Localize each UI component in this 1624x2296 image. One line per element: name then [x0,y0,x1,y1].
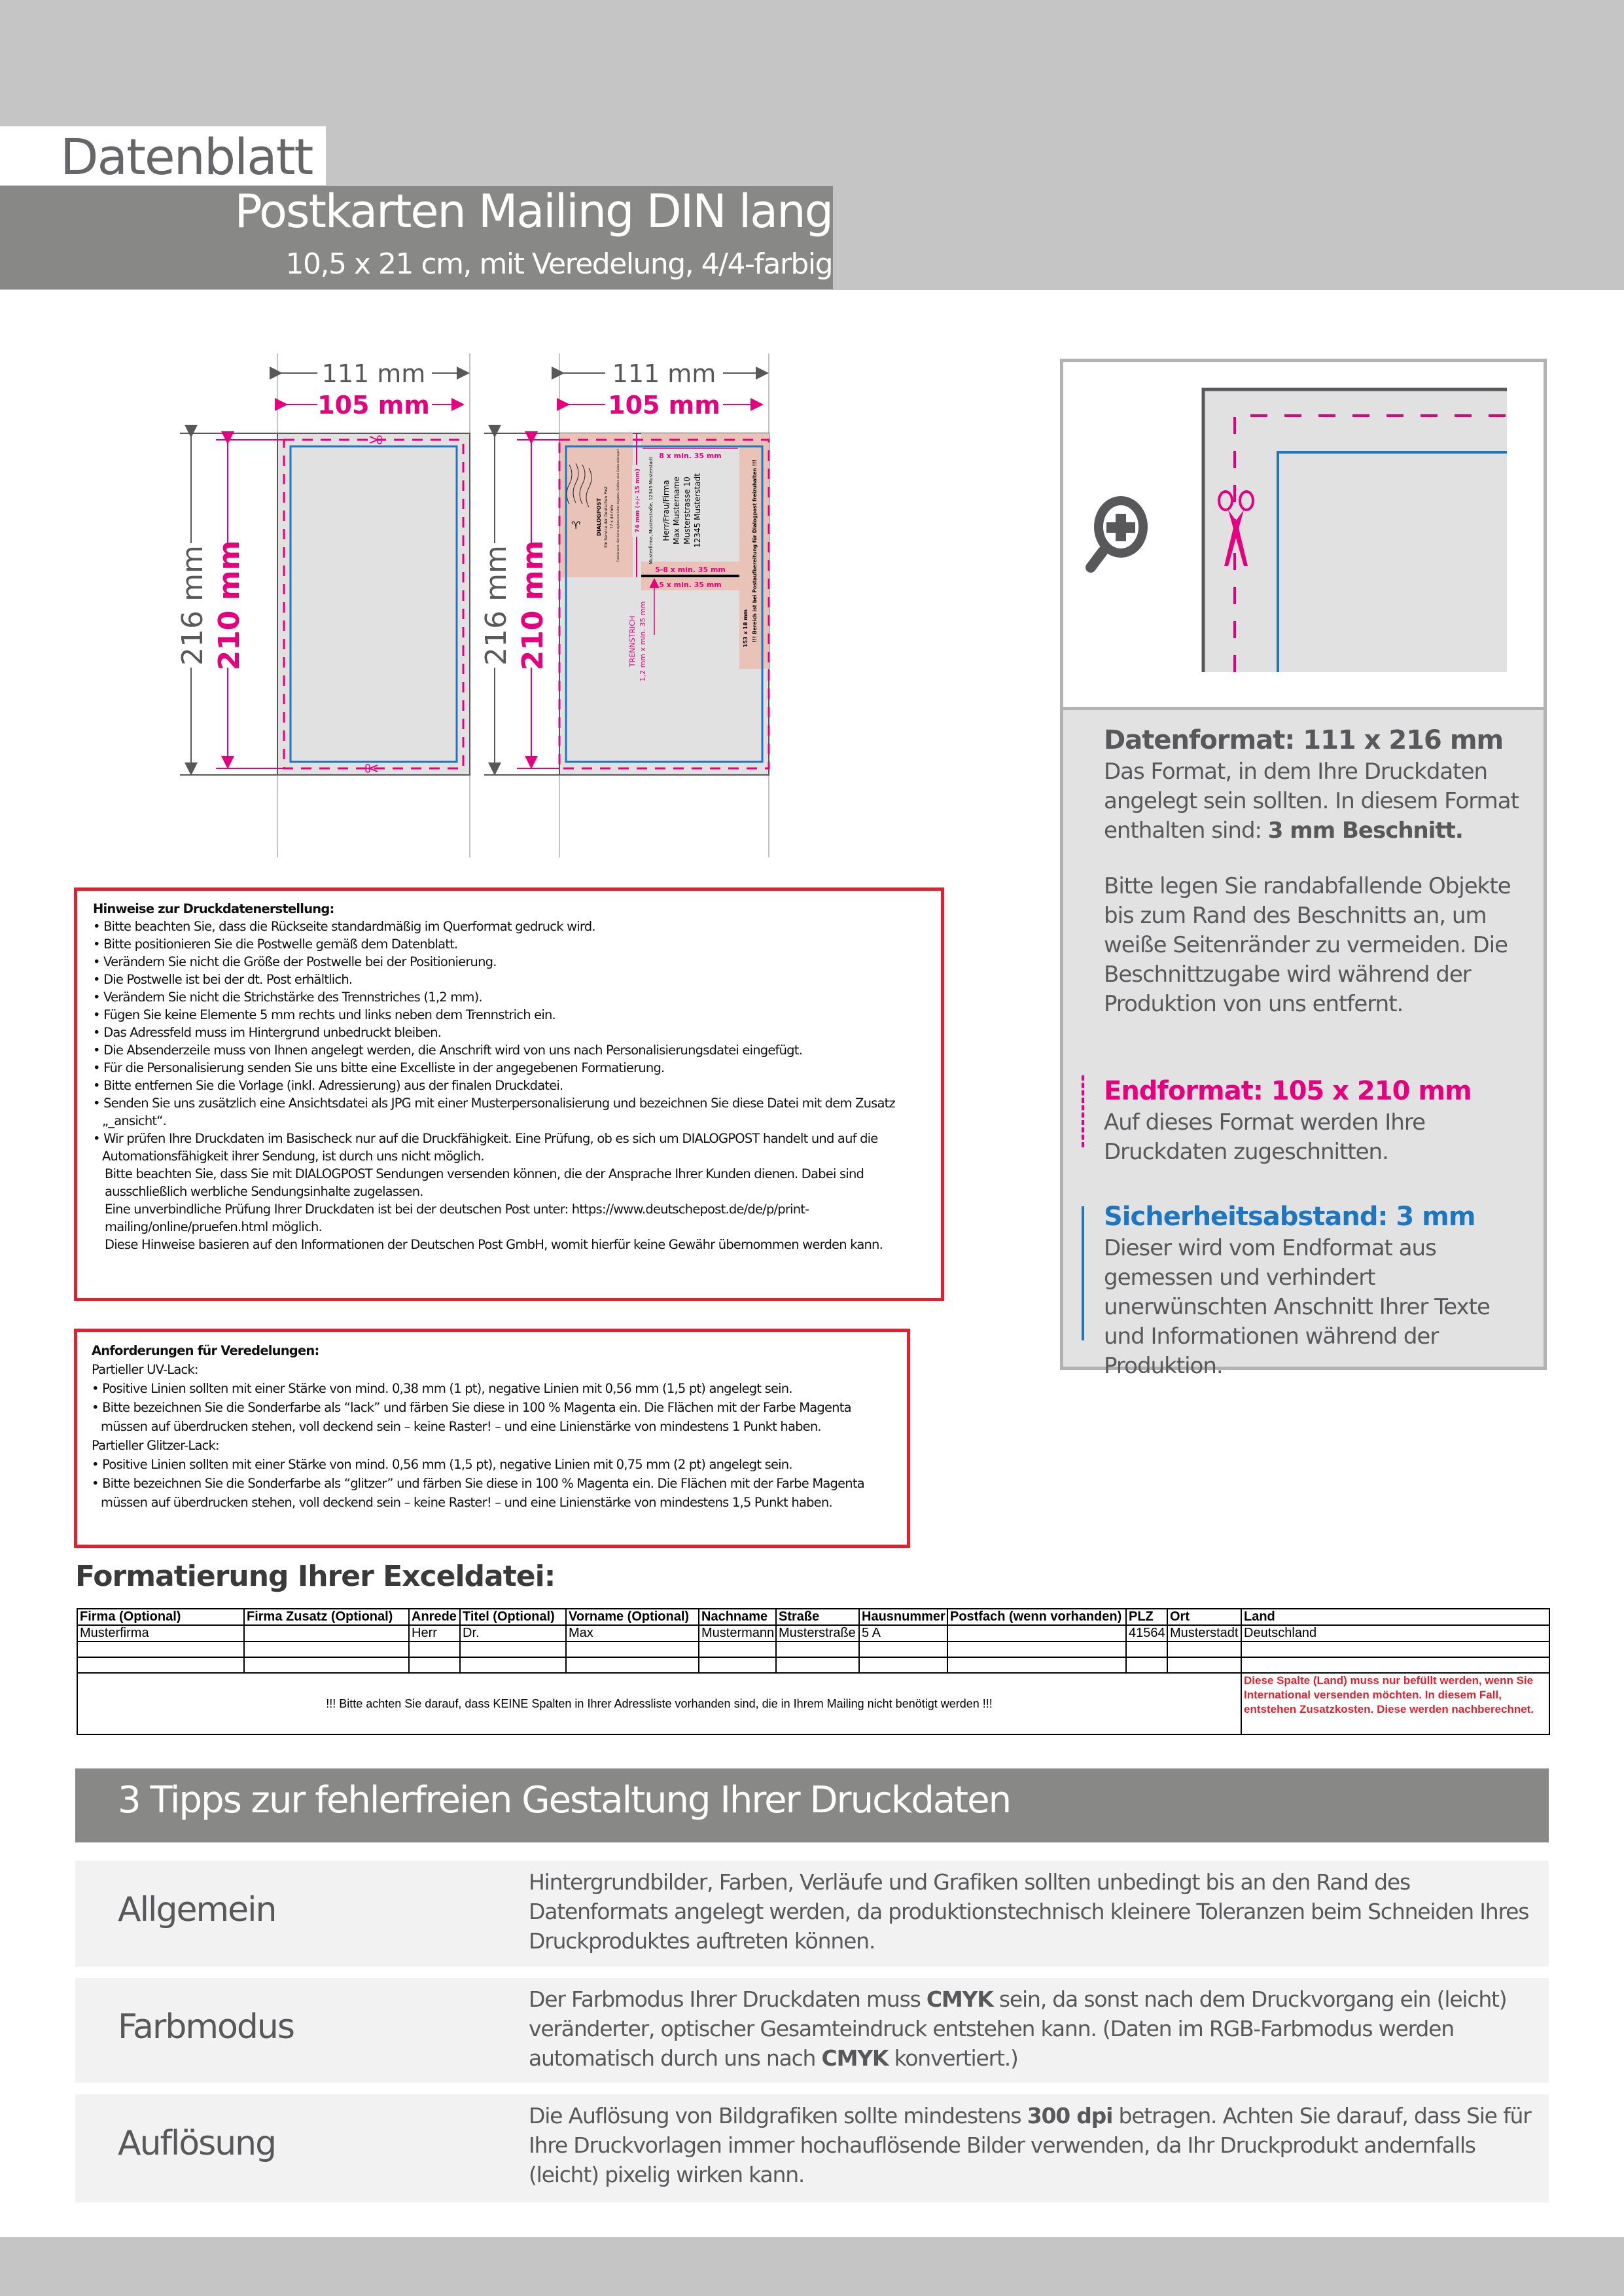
column-header: Vorname (Optional) [566,1609,699,1625]
tip-text-bold: CMYK [926,1986,993,2012]
address-line: Musterstrasse 10 [682,476,692,545]
tip-text-part: sein, da sonst nach dem Druckvorgang ein (leicht) veränderter, optischer Gesamteindruck entstehen kann. (Daten im RGB-Farbmodus werden automatisch durch uns nach [529,1986,1507,2071]
zoom-in-icon [1091,501,1143,567]
column-header: Ort [1167,1609,1241,1625]
tip-label: Auflösung [118,2124,276,2163]
sender-line: Musterfirma, Musterstraße, 12345 Musterstadt [648,457,654,564]
table-cell [947,1625,1126,1641]
tips-title: 3 Tipps zur fehlerfreien Gestaltung Ihrer Druckdaten [118,1779,1011,1821]
finishing-box [74,1329,910,1548]
hint-item: • Bitte beachten Sie, dass die Rückseite standardmäßig im Querformat gedruck wird. [93,919,595,934]
height-inner-label-back: 210 mm [516,540,550,671]
hint-item: • Die Postwelle ist bei der dt. Post erhältlich. [93,972,353,987]
hint-extra: Bitte beachten Sie, dass Sie mit DIALOGPOST Sendungen versenden können, die der Ansprache Ihrer Kunden dienen. Dabei sind ausschließlich werbliche Sendungsinhalte zugelassen. [105,1166,864,1199]
tip-text-part: Die Auflösung von Bildgrafiken sollte mindestens [529,2103,1027,2128]
lower-separator-zone-label: 5 x min. 35 mm [659,581,722,589]
datenformat-text: Das Format, in dem Ihre Druckdaten angelegt sein sollten. In diesem Format enthalten sind: [1104,759,1519,844]
separator-spec: 1,2 mm x min. 35 mm [639,601,647,682]
table-cell [244,1625,409,1641]
page-subtitle: 10,5 x 21 cm, mit Veredelung, 4/4-farbig [285,247,832,281]
tip-text-part: Der Farbmodus Ihrer Druckdaten muss [529,1986,927,2012]
tip-text [529,1984,1536,2073]
format-info-panel [1060,359,1547,1379]
table-row [77,1657,1549,1673]
tip-text-part: betragen. Achten Sie darauf, dass Sie für Ihre Druckvorlagen immer hochauflösende Bilder verwenden, da Ihr Druckprodukt andernfalls (leicht) pixelig wirken kann. [529,2103,1531,2187]
address-line: Herr/Frau/Firma [662,480,671,541]
column-header: Firma (Optional) [77,1609,244,1625]
hint-item: • Das Adressfeld muss im Hintergrund unbedruckt bleiben. [93,1025,442,1040]
safety-text: Dieser wird vom Endformat aus gemessen und verhindert unerwünschten Anschnitt Ihrer Texte und Informationen während der Produktion. [1104,1235,1490,1379]
datenformat-bleed: 3 mm Beschnitt. [1267,817,1463,844]
table-row [77,1641,1549,1657]
column-header: Nachname [699,1609,776,1625]
zoom-detail-illustration [1063,362,1544,710]
uv-heading: Partieller UV-Lack: [92,1362,198,1377]
glitter-item: • Positive Linien sollten mit einer Stärke von mind. 0,56 mm (1,5 pt), negative Linien mit 0,75 mm (2 pt) angelegt sein. [92,1457,792,1472]
address-line: Max Mustername [672,476,681,545]
footer-band [0,2237,1624,2296]
uv-item: • Positive Linien sollten mit einer Stärke von mind. 0,38 mm (1 pt), negative Linien mit 0,56 mm (1,5 pt) angelegt sein. [92,1381,792,1396]
upper-separator-zone-label: 5-8 x min. 35 mm [655,565,726,574]
tip-label: Allgemein [118,1890,276,1929]
page-title: Postkarten Mailing DIN lang [234,185,832,238]
column-header: Titel (Optional) [460,1609,566,1625]
hints-extra [93,1165,925,1253]
table-cell: Max [566,1625,699,1641]
hint-item: • Für die Personalisierung senden Sie uns bitte eine Excelliste in der angegebenen Formatierung. [93,1060,665,1075]
table-row [77,1625,1549,1641]
stamp-height-label: 74 mm (+/- 15 mm) [635,469,641,533]
endformat-marker [1082,1075,1084,1147]
tip-farbmodus [75,1978,1549,2083]
glitter-heading: Partieller Glitzer-Lack: [92,1438,219,1453]
stamp-brand: DIALOGPOST [596,498,602,536]
address-line: 12345 Musterstadt [693,473,702,548]
width-outer-label-back: 111 mm [612,359,716,388]
datenblatt-label: Datenblatt [60,128,313,186]
height-outer-label-back: 216 mm [480,545,513,666]
tip-text-bold: 300 dpi [1027,2103,1113,2128]
tip-text-part: konvertiert.) [888,2045,1018,2071]
width-outer-label: 111 mm [321,359,426,388]
stamp-note: Frankierzone: Hier keine alphanumerischen Angaben, Grafiken oder Codes anbringen! [616,448,620,562]
format-diagrams [177,353,779,870]
front-side-diagram [177,353,470,857]
uv-item: • Bitte bezeichnen Sie die Sonderfarbe als “lack” und färben Sie diese in 100 % Magenta ein. Die Flächen mit der Farbe Magenta müssen auf überdrucken stehen, voll deckend sein – keine Raster! – und eine Linienstärke von mindestens 1 Punkt haben. [92,1400,851,1434]
hints-list [93,918,925,1165]
hint-extra: Eine unverbindliche Prüfung Ihrer Druckdaten ist bei der deutschen Post unter: https://www.deutschepost.de/de/p/print-mailing/online/pruefen.html möglich. [105,1202,809,1234]
datenformat-title: Datenformat: 111 x 216 mm [1104,725,1504,755]
excel-note: !!! Bitte achten Sie darauf, dass KEINE Spalten in Ihrer Adressliste vorhanden sind, die in Ihrem Mailing nicht benötigt werden !!! [77,1673,1241,1734]
table-cell: Mustermann [699,1625,776,1641]
table-cell: Musterstadt [1167,1625,1241,1641]
hint-item: • Bitte entfernen Sie die Vorlage (inkl. Adressierung) aus der finalen Druckdatei. [93,1078,563,1093]
hint-item: • Senden Sie uns zusätzlich eine Ansichtsdatei als JPG mit einer Musterpersonalisierung und bezeichnen Sie diese Datei mit dem Zusatz „_ansicht“. [93,1096,895,1128]
column-header: PLZ [1126,1609,1167,1625]
table-cell: Musterfirma [77,1625,244,1641]
tip-aufloesung [75,2094,1549,2202]
postal-strip-size: 153 x 18 mm [743,609,749,648]
tip-text [529,2101,1536,2189]
safety-title: Sicherheitsabstand: 3 mm [1104,1202,1475,1232]
hint-item: • Fügen Sie keine Elemente 5 mm rechts und links neben dem Trennstrich ein. [93,1007,556,1022]
hint-extra: Diese Hinweise basieren auf den Informationen der Deutschen Post GmbH, womit hierfür keine Gewähr übernommen werden kann. [105,1237,883,1252]
width-inner-label: 105 mm [317,391,430,420]
height-inner-label: 210 mm [213,540,246,671]
endformat-title: Endformat: 105 x 210 mm [1104,1076,1472,1106]
excel-header-row [77,1609,1549,1625]
hints-title: Hinweise zur Druckdatenerstellung: [93,901,334,916]
land-note: Diese Spalte (Land) muss nur befüllt werden, wenn Sie International versenden möchten. In diesem Fall, entstehen Zusatzkosten. Diese werden nachberechnet. [1241,1673,1549,1734]
hint-item: • Die Absenderzeile muss von Ihnen angelegt werden, die Anschrift wird von uns nach Personalisierungsdatei eingefügt. [93,1043,802,1058]
tip-label: Farbmodus [118,2007,294,2047]
column-header: Postfach (wenn vorhanden) [947,1609,1126,1625]
table-cell: 5 A [859,1625,947,1641]
hint-item: • Verändern Sie nicht die Strichstärke des Trennstriches (1,2 mm). [93,990,482,1005]
endformat-section [1104,1074,1536,1167]
endformat-text: Auf dieses Format werden Ihre Druckdaten zugeschnitten. [1104,1109,1425,1165]
datenformat-section [1104,723,1536,1019]
column-header: Anrede [409,1609,460,1625]
glitter-item: • Bitte bezeichnen Sie die Sonderfarbe als “glitzer” und färben Sie diese in 100 % Magenta ein. Die Flächen mit der Farbe Magenta müssen auf überdrucken stehen, voll deckend sein – keine Raster! – und eine Linienstärke von mindestens 1,5 Punkt haben. [92,1476,864,1510]
column-header: Straße [776,1609,859,1625]
table-cell: 41564 [1126,1625,1167,1641]
top-zone-label: 8 x min. 35 mm [659,452,722,460]
table-cell: Deutschland [1241,1625,1549,1641]
hint-item: • Wir prüfen Ihre Druckdaten im Basischeck nur auf die Druckfähigkeit. Eine Prüfung, ob es sich um DIALOGPOST handelt und auf die Automationsfähigkeit ihrer Sendung, ist durch uns nicht möglich. [93,1131,878,1164]
column-header: Land [1241,1609,1549,1625]
postal-strip-note: !!! Bereich ist bei Postaufbereitung für Dialogpost freizuhalten !!! [752,459,758,643]
height-outer-label: 216 mm [177,545,209,666]
hint-item: • Verändern Sie nicht die Größe der Postwelle bei der Positionierung. [93,954,497,969]
safety-section [1104,1200,1536,1381]
tip-allgemein [75,1861,1549,1967]
tip-text-bold: CMYK [821,2045,889,2071]
table-cell: Dr. [460,1625,566,1641]
separator-label: TRENNSTRICH [628,615,637,668]
width-inner-label-back: 105 mm [608,391,720,420]
back-side-diagram [480,353,769,857]
finishing-title: Anforderungen für Veredelungen: [92,1343,319,1358]
bleed-text: Bitte legen Sie randabfallende Objekte bis zum Rand des Beschnitts an, um weiße Seitenränder zu vermeiden. Die Beschnittzugabe wird während der Produktion von uns entfernt. [1104,873,1511,1017]
stamp-service: Ein Service der Deutschen Post [604,486,609,548]
table-cell: Herr [409,1625,460,1641]
table-cell: Musterstraße [776,1625,859,1641]
stamp-size: 77 x 43 mm [610,505,614,529]
column-header: Hausnummer [859,1609,947,1625]
excel-format-table [77,1608,1550,1735]
excel-section-title: Formatierung Ihrer Exceldatei: [75,1560,556,1593]
column-header: Firma Zusatz (Optional) [244,1609,409,1625]
table-note-row [77,1673,1549,1734]
hint-item: • Bitte positionieren Sie die Postwelle gemäß dem Datenblatt. [93,937,458,952]
safety-marker [1082,1206,1084,1340]
print-hints-box [74,888,944,1301]
tip-text: Hintergrundbilder, Farben, Verläufe und Grafiken sollten unbedingt bis an den Rand des Datenformats angelegt werden, da produktionstechnisch kleinere Toleranzen beim Schneiden Ihres Druckproduktes auftreten können. [529,1869,1529,1954]
post-horn-icon: ♈ [571,519,581,531]
